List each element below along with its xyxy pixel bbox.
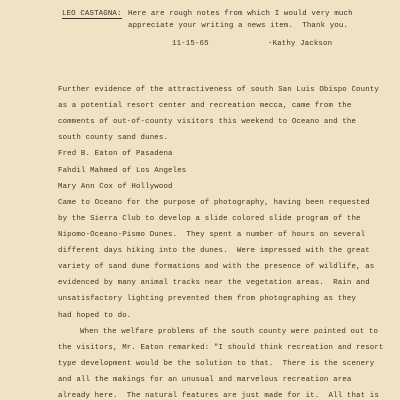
body-line: Came to Oceano for the purpose of photography, having been requested (58, 198, 370, 207)
body-line: unsatisfactory lighting prevented them from photographing as they (58, 295, 357, 304)
visitor-name: Fahdil Mahmed of Los Angeles (58, 166, 187, 175)
body-line: type development would be the solution to that. There is the scenery (58, 359, 375, 368)
body-line: south county sand dunes. (58, 134, 169, 143)
body-line: the visitors, Mr. Eaton remarked: "I should think recreation and resort (58, 343, 384, 352)
body-line: evidenced by many animal tracks near the vegetation areas. Rain and (58, 279, 370, 288)
memo-date: 11-15-65 (172, 40, 209, 48)
body-line: by the Sierra Club to develop a slide colored slide program of the (58, 214, 361, 223)
body-line: different days hiking into the dunes. Were impressed with the great (58, 247, 370, 256)
body-line: When the welfare problems of the south county were pointed out to (80, 327, 379, 336)
body-line: Further evidence of the attractiveness of south San Luis Obispo County (58, 86, 379, 94)
visitor-name: Fred B. Eaton of Pasadena (58, 150, 173, 159)
memo-signature: -Kathy Jackson (268, 40, 333, 48)
header-note-line-2: appreciate your writing a news item. Thank you. (128, 22, 349, 30)
body-line: had hoped to do. (58, 311, 132, 320)
header-note-line-1: Here are rough notes from which I would very much (128, 10, 353, 18)
body-line: variety of sand dune formations and with the presence of wildlife, as (58, 263, 375, 272)
visitor-name: Mary Ann Cox of Hollywood (58, 182, 173, 191)
body-line: already here. The natural features are just made for it. All that is (58, 392, 379, 400)
body-line: comments of out-of-county visitors this weekend to Oceano and the (58, 118, 357, 127)
body-line: and all the makings for an unusual and marvelous recreation area (58, 375, 352, 384)
body-line: Nipomo-Oceano-Pismo Dunes. They spent a number of hours on several (58, 230, 366, 239)
addressee-label: LEO CASTAGNA: (62, 10, 122, 18)
body-line: as a potential resort center and recreation mecca, came from the (58, 102, 352, 111)
